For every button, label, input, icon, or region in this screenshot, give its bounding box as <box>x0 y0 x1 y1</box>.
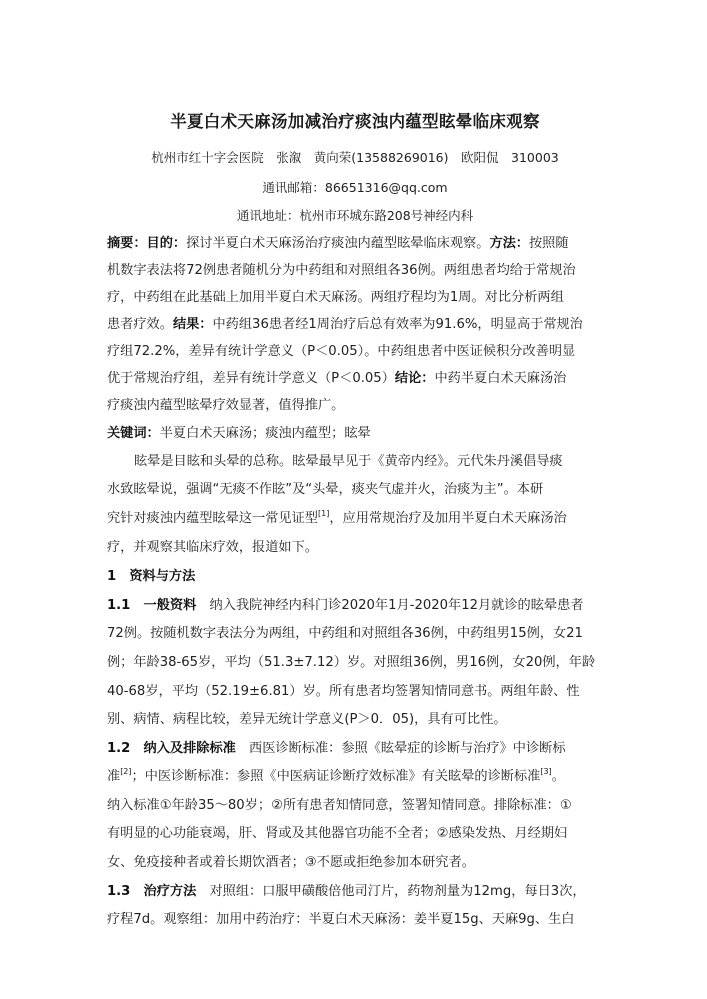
paragraph-text: ；中医诊断标准：参照《中医病证诊断疗效标准》有关眩晕的诊断标准 <box>131 769 541 784</box>
abstract-text: 探讨半夏白术天麻汤治疗痰浊内蕴型眩晕临床观察。 <box>186 236 490 251</box>
keywords-line <box>107 422 371 441</box>
abstract-line-6 <box>107 367 566 386</box>
s11-line-1 <box>107 594 584 613</box>
abstract-line-4 <box>107 313 583 332</box>
abstract-text: 按照随 <box>529 236 569 251</box>
intro-line-3 <box>107 507 567 526</box>
author-line: 杭州市红十字会医院 张溆 黄向荣(13588269016) 欧阳侃 310003 <box>151 150 559 165</box>
paragraph-text: 。 <box>551 769 565 784</box>
s12-line-3: 纳入标准①年龄35～80岁；②所有患者知情同意，签署知情同意。排除标准：① <box>107 798 572 813</box>
address-line: 通讯地址：杭州市环城东路208号神经内科 <box>236 208 474 223</box>
citation-ref: [1] <box>318 509 330 518</box>
abstract-text: 患者疗效。 <box>107 317 173 332</box>
intro-line-2: 水致眩晕说，强调“无痰不作眩”及“头晕，痰夹气虚并火，治痰为主”。本研 <box>107 482 544 497</box>
paragraph-text: 纳入我院神经内科门诊2020年1月-2020年12月就诊的眩晕患者 <box>196 598 584 613</box>
abstract-text: 中药组36患者经1周治疗后总有效率为91.6%，明显高于常规治 <box>212 317 583 332</box>
email-line: 通讯邮箱：86651316@qq.com <box>262 180 448 195</box>
paragraph-text: 西医诊断标准：参照《眩晕症的诊断与治疗》中诊断标 <box>235 741 566 756</box>
intro-text: 究针对痰浊内蕴型眩晕这一常见证型 <box>107 511 318 526</box>
citation-ref: [2] <box>120 767 132 776</box>
method-label: 方法： <box>489 236 529 251</box>
s12-line-1 <box>107 737 566 756</box>
s12-line-5: 女、免疫接种者或着长期饮酒者；③不愿或拒绝参加本研究者。 <box>107 855 475 870</box>
s11-line-5: 别、病情、病程比较，差异无统计学意义(P＞0．05)，具有可比性。 <box>107 712 507 727</box>
abstract-line-1 <box>107 232 569 251</box>
subsection-heading: 1.3 治疗方法 <box>107 884 197 899</box>
conclusion-label: 结论： <box>394 371 435 386</box>
s11-line-3: 例；年龄38-65岁，平均（51.3±7.12）岁。对照组36例，男16例，女20例，年龄 <box>107 655 596 670</box>
subsection-heading: 1.1 一般资料 <box>107 598 197 613</box>
s13-line-2: 疗程7d。观察组：加用中药治疗：半夏白术天麻汤：姜半夏15g、天麻9g、生白 <box>107 912 575 927</box>
subsection-heading: 1.2 纳入及排除标准 <box>107 741 236 756</box>
abstract-line-3: 疗，中药组在此基础上加用半夏白术天麻汤。两组疗程均为1周。对比分析两组 <box>107 290 564 305</box>
citation-ref: [3] <box>540 767 552 776</box>
intro-text: ，应用常规治疗及加用半夏白术天麻汤治 <box>329 511 567 526</box>
s11-line-2: 72例。按随机数字表法分为两组，中药组和对照组各36例，中药组男15例，女21 <box>107 626 583 641</box>
intro-line-4: 疗，并观察其临床疗效，报道如下。 <box>107 540 318 555</box>
s12-line-4: 有明显的心功能衰竭，肝、肾或及其他器官功能不全者；②感染发热、月经期妇 <box>107 826 568 841</box>
intro-line-1: 眩晕是目眩和头晕的总称。眩晕最早见于《黄帝内经》。元代朱丹溪倡导痰 <box>134 454 563 469</box>
paragraph-text: 对照组：口服甲磺酸倍他司汀片，药物剂量为12mg，每日3次， <box>196 884 586 899</box>
abstract-line-5: 疗组72.2%，差异有统计学意义（P＜0.05）。中药组患者中医证候积分改善明显 <box>107 344 576 359</box>
abstract-line-2: 机数字表法将72例患者随机分为中药组和对照组各36例。两组患者均给于常规治 <box>107 263 576 278</box>
abstract-line-7: 疗痰浊内蕴型眩晕疗效显著，值得推广。 <box>107 398 345 413</box>
s12-line-2 <box>107 765 565 784</box>
section-heading: 1 资料与方法 <box>107 569 196 584</box>
keywords-label: 关键词： <box>107 426 160 441</box>
paper-title: 半夏白术天麻汤加减治疗痰浊内蕴型眩晕临床观察 <box>170 112 540 131</box>
s11-line-4: 40-68岁，平均（52.19±6.81）岁。所有患者均签署知情同意书。两组年龄、性 <box>107 684 580 699</box>
s13-line-1 <box>107 880 586 899</box>
abstract-text: 中药半夏白术天麻汤治 <box>434 371 567 386</box>
abstract-label: 摘要：目的： <box>107 236 187 251</box>
result-label: 结果： <box>172 317 213 332</box>
abstract-text: 优于常规治疗组，差异有统计学意义（P＜0.05） <box>107 371 395 386</box>
paragraph-text: 准 <box>107 769 121 784</box>
keywords-text: 半夏白术天麻汤；痰浊内蕴型；眩晕 <box>159 426 371 441</box>
